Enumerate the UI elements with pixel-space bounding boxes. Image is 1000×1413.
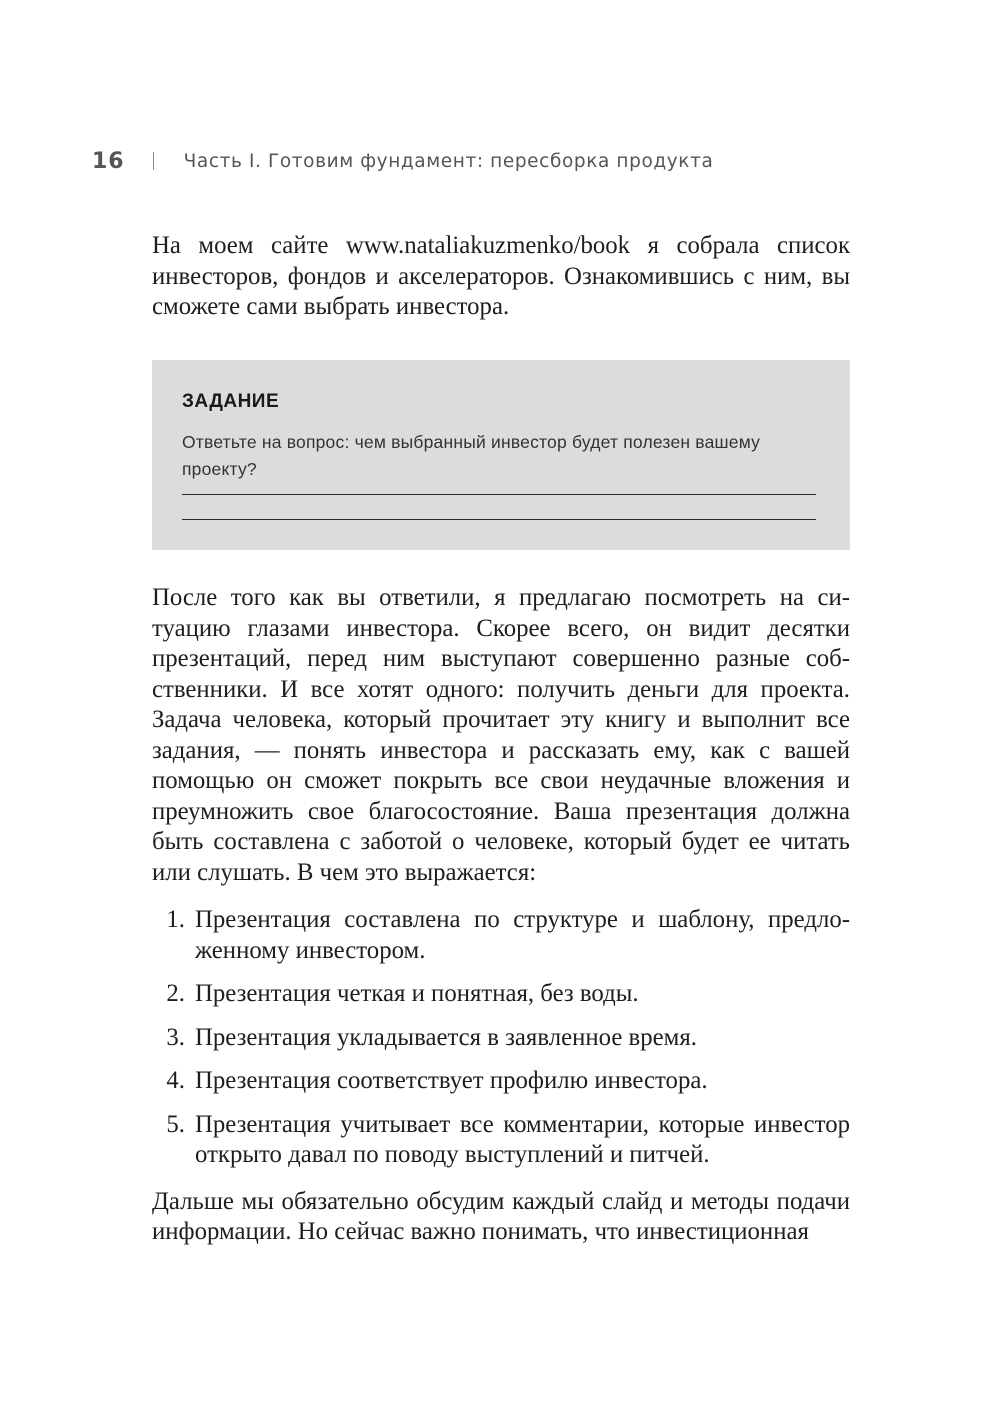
answer-line xyxy=(182,494,816,495)
list-item xyxy=(152,1066,850,1097)
task-box xyxy=(152,360,850,551)
numbered-list xyxy=(152,905,850,1171)
list-item-text: Презентация соответствует профилю инвестора. xyxy=(195,1067,708,1094)
task-question: Ответьте на вопрос: чем выбранный инвестор будет полезен вашему проекту? xyxy=(182,432,761,479)
intro-paragraph: На моем сайте www.nataliakuzmenko/book я собрала список инвесторов, фондов и акселераторов. Ознакомившись с ним, вы сможете сами выбрать инвестора. xyxy=(152,232,850,320)
list-item-text: Презентация четкая и понятная, без воды. xyxy=(195,980,639,1007)
list-item-text: Презентация укладывается в заявленное время. xyxy=(195,1023,697,1051)
running-head: Часть I. Готовим фундамент: пересборка продукта xyxy=(183,150,714,172)
body-paragraph: После того как вы ответили, я предлагаю посмотреть на ситуацию глазами инвестора. Скорее всего, он видит десятки презентаций, перед ним выступают совершенно разные собственники. И все хотят одного: получить деньги для проекта. Задача человека, который прочитает эту книгу и выполнит все задания, — понять инвестора и рассказать ему, как с вашей помощью он сможет покрыть все свои неудачные вложения и преумножить свое благосостояние. Ваша презентация должна быть составлена с заботой о человеке, который будет ее читать или слушать. В чем это выражается: xyxy=(152,584,850,886)
list-item xyxy=(152,1023,850,1054)
list-item xyxy=(152,1110,850,1171)
list-item xyxy=(152,905,850,966)
list-item-number: 1. xyxy=(166,906,185,933)
page-header xyxy=(92,143,900,179)
page-number: 16 xyxy=(92,148,125,174)
list-item-number: 3. xyxy=(166,1023,185,1051)
answer-line xyxy=(182,519,816,520)
list-item xyxy=(152,979,850,1010)
list-item-number: 4. xyxy=(166,1067,185,1094)
list-item-number: 2. xyxy=(166,980,185,1007)
list-item-number: 5. xyxy=(166,1110,185,1138)
header-divider xyxy=(153,152,154,170)
closing-paragraph: Дальше мы обязательно обсудим каждый слайд и методы подачи информации. Но сейчас важно понимать, что инвестиционная xyxy=(152,1187,850,1245)
page-body xyxy=(152,231,850,1248)
list-item-text: Презентация учитывает все комментарии, которые инвестор открыто давал по поводу выступлений и питчей. xyxy=(195,1110,850,1168)
task-title: ЗАДАНИЕ xyxy=(182,390,280,412)
list-item-text: Презентация составлена по структуре и шаблону, предложенному инвестором. xyxy=(195,906,850,964)
